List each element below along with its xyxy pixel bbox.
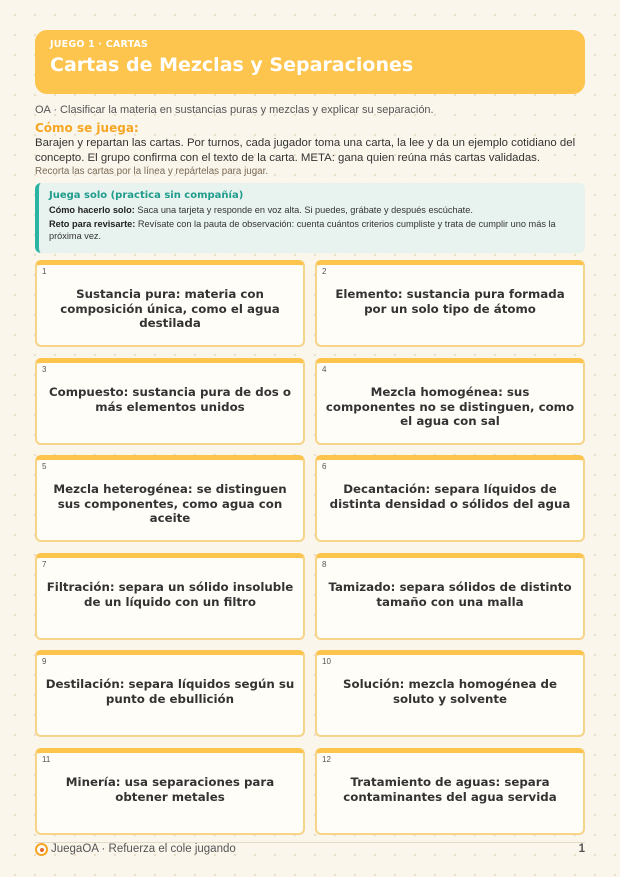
- card-number: 1: [42, 267, 47, 276]
- solo-challenge: [49, 218, 575, 242]
- game-card-7[interactable]: [35, 553, 305, 640]
- game-card-1[interactable]: [35, 260, 305, 347]
- solo-how: [49, 204, 575, 216]
- title-banner: [35, 30, 585, 94]
- game-card-10[interactable]: [315, 650, 585, 737]
- game-card-4[interactable]: [315, 358, 585, 445]
- page-number: 1: [578, 843, 585, 855]
- howto-heading: Cómo se juega:: [35, 121, 139, 135]
- card-number: 11: [42, 755, 51, 764]
- learning-objective: OA · Clasificar la materia en sustancias puras y mezclas y explicar su separación.: [35, 104, 434, 116]
- card-number: 2: [322, 267, 327, 276]
- card-text: Tamizado: separa sólidos de distinto tamaño con una malla: [328, 580, 572, 609]
- card-number: 4: [322, 365, 327, 374]
- solo-play-box: [35, 183, 585, 253]
- solo-challenge-label: Reto para revisarte:: [49, 219, 136, 229]
- page-title: Cartas de Mezclas y Separaciones: [50, 54, 414, 76]
- card-text: Filtración: separa un sólido insoluble de un líquido con un filtro: [46, 580, 294, 609]
- card-number: 6: [322, 462, 327, 471]
- cut-note: Recorta las cartas por la línea y repártelas para jugar.: [35, 166, 269, 177]
- game-kicker: JUEGO 1 · CARTAS: [50, 39, 149, 50]
- brand-logo-icon: [35, 843, 48, 856]
- card-text: Mezcla heterogénea: se distinguen sus componentes, como agua con aceite: [53, 482, 287, 525]
- card-text: Destilación: separa líquidos según su punto de ebullición: [45, 677, 295, 706]
- howto-instructions: Barajen y repartan las cartas. Por turnos, cada jugador toma una carta, la lee y da un ejemplo cotidiano del concepto. El grupo confirma con el texto de la carta. META: gana quien reúna más cartas validadas.: [35, 137, 576, 164]
- card-text: Elemento: sustancia pura formada por un solo tipo de átomo: [335, 287, 565, 316]
- card-text: Compuesto: sustancia pura de dos o más elementos unidos: [48, 385, 292, 414]
- card-text: Solución: mezcla homogénea de soluto y solvente: [343, 677, 557, 706]
- footer-brand: JuegaOA · Refuerza el cole jugando: [51, 843, 236, 855]
- solo-how-text: Saca una tarjeta y responde en voz alta. Si puedes, grábate y después escúchate.: [137, 205, 473, 215]
- solo-challenge-text: Revísate con la pauta de observación: cuenta cuántos criterios cumpliste y trata de cumplir uno más la próxima vez.: [49, 219, 556, 241]
- game-card-3[interactable]: [35, 358, 305, 445]
- card-number: 12: [322, 755, 331, 764]
- game-card-12[interactable]: [315, 748, 585, 835]
- card-number: 8: [322, 560, 327, 569]
- card-number: 5: [42, 462, 47, 471]
- card-text: Tratamiento de aguas: separa contaminantes del agua servida: [343, 775, 557, 804]
- card-number: 7: [42, 560, 47, 569]
- card-number: 9: [42, 657, 47, 666]
- card-text: Sustancia pura: materia con composición única, como el agua destilada: [60, 287, 280, 330]
- game-card-8[interactable]: [315, 553, 585, 640]
- game-card-9[interactable]: [35, 650, 305, 737]
- solo-title: Juega solo (practica sin compañía): [49, 190, 244, 201]
- card-text: Mezcla homogénea: sus componentes no se distinguen, como el agua con sal: [325, 385, 575, 428]
- game-card-6[interactable]: [315, 455, 585, 542]
- game-card-2[interactable]: [315, 260, 585, 347]
- card-text: Minería: usa separaciones para obtener metales: [65, 775, 275, 804]
- card-number: 3: [42, 365, 47, 374]
- solo-how-label: Cómo hacerlo solo:: [49, 205, 135, 215]
- game-card-5[interactable]: [35, 455, 305, 542]
- card-text: Decantación: separa líquidos de distinta densidad o sólidos del agua: [329, 482, 571, 511]
- card-number: 10: [322, 657, 331, 666]
- game-card-11[interactable]: [35, 748, 305, 835]
